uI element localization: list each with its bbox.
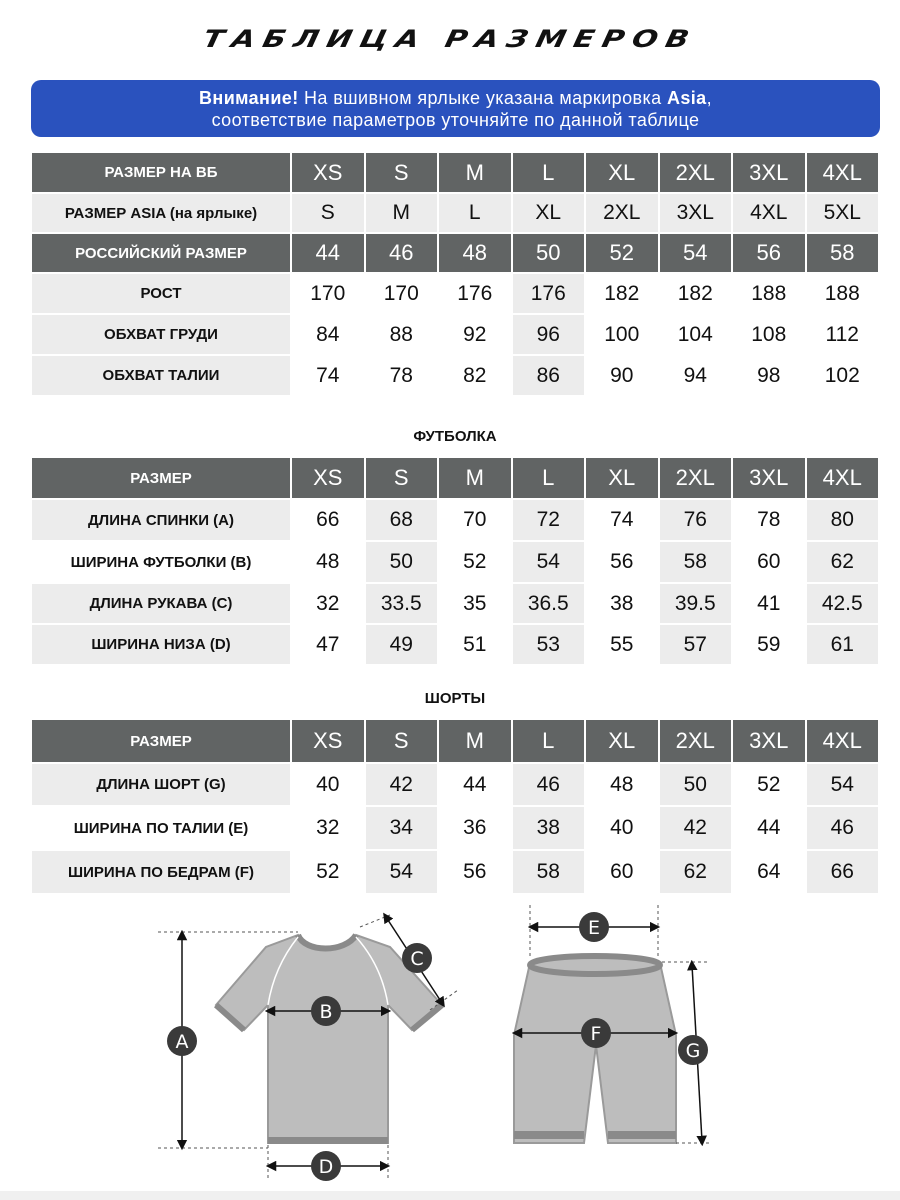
measurement-diagram bbox=[150, 895, 750, 1185]
value-cell: 58 bbox=[807, 234, 879, 272]
table-row bbox=[32, 807, 878, 849]
row-label: ШИРИНА НИЗА (D) bbox=[32, 625, 290, 664]
value-cell: 2XL bbox=[586, 194, 658, 232]
value-cell: 58 bbox=[660, 542, 732, 582]
value-cell: 40 bbox=[292, 764, 364, 805]
value-cell: 59 bbox=[733, 625, 805, 664]
value-cell: 62 bbox=[807, 542, 879, 582]
value-cell: 44 bbox=[439, 764, 511, 805]
footer-strip bbox=[0, 1191, 900, 1200]
size-cell: XS bbox=[292, 720, 364, 762]
size-cell: S bbox=[366, 458, 438, 498]
value-cell: 102 bbox=[807, 356, 879, 395]
value-cell: 50 bbox=[366, 542, 438, 582]
size-cell: M bbox=[439, 720, 511, 762]
value-cell: 188 bbox=[807, 274, 879, 313]
page-title: ТАБЛИЦА РАЗМЕРОВ bbox=[200, 25, 700, 54]
value-cell: 40 bbox=[586, 807, 658, 849]
value-cell: 88 bbox=[366, 315, 438, 354]
value-cell: 32 bbox=[292, 807, 364, 849]
row-label: РАЗМЕР bbox=[32, 458, 290, 498]
notice-line-2: соответствие параметров уточняйте по данной таблице bbox=[211, 110, 700, 130]
value-cell: 54 bbox=[366, 851, 438, 893]
size-cell: L bbox=[513, 720, 585, 762]
value-cell: 100 bbox=[586, 315, 658, 354]
dimension-d bbox=[268, 1145, 388, 1181]
table-row bbox=[32, 458, 878, 498]
size-cell: 3XL bbox=[733, 153, 805, 192]
value-cell: 76 bbox=[660, 500, 732, 540]
value-cell: 48 bbox=[586, 764, 658, 805]
value-cell: 90 bbox=[586, 356, 658, 395]
value-cell: 44 bbox=[292, 234, 364, 272]
value-cell: 56 bbox=[439, 851, 511, 893]
marker-b: B bbox=[319, 1001, 333, 1023]
value-cell: 108 bbox=[733, 315, 805, 354]
value-cell: 33.5 bbox=[366, 584, 438, 623]
row-label: ДЛИНА РУКАВА (C) bbox=[32, 584, 290, 623]
size-cell: 3XL bbox=[733, 720, 805, 762]
value-cell: 34 bbox=[366, 807, 438, 849]
value-cell: 32 bbox=[292, 584, 364, 623]
value-cell: 52 bbox=[292, 851, 364, 893]
value-cell: 80 bbox=[807, 500, 879, 540]
table-row bbox=[32, 194, 878, 232]
row-label: РОССИЙСКИЙ РАЗМЕР bbox=[32, 234, 290, 272]
size-cell: 4XL bbox=[807, 458, 879, 498]
value-cell: M bbox=[366, 194, 438, 232]
value-cell: 96 bbox=[513, 315, 585, 354]
value-cell: 78 bbox=[733, 500, 805, 540]
row-label: ШИРИНА ФУТБОЛКИ (B) bbox=[32, 542, 290, 582]
value-cell: 38 bbox=[513, 807, 585, 849]
marker-f: F bbox=[590, 1023, 602, 1045]
value-cell: 72 bbox=[513, 500, 585, 540]
value-cell: 35 bbox=[439, 584, 511, 623]
table-row bbox=[32, 584, 878, 623]
size-cell: XL bbox=[586, 720, 658, 762]
table-row bbox=[32, 274, 878, 313]
value-cell: 4XL bbox=[733, 194, 805, 232]
size-cell: S bbox=[366, 720, 438, 762]
table-row bbox=[32, 764, 878, 805]
table-row bbox=[32, 153, 878, 192]
marker-a: A bbox=[175, 1031, 189, 1053]
value-cell: 44 bbox=[733, 807, 805, 849]
size-table-tshirt bbox=[30, 456, 880, 666]
row-label: ШИРИНА ПО БЕДРАМ (F) bbox=[32, 851, 290, 893]
size-cell: 4XL bbox=[807, 720, 879, 762]
value-cell: 170 bbox=[292, 274, 364, 313]
table-row bbox=[32, 356, 878, 395]
value-cell: 68 bbox=[366, 500, 438, 540]
row-label: ДЛИНА СПИНКИ (A) bbox=[32, 500, 290, 540]
size-cell: S bbox=[366, 153, 438, 192]
size-cell: XS bbox=[292, 153, 364, 192]
table-row bbox=[32, 720, 878, 762]
value-cell: 170 bbox=[366, 274, 438, 313]
value-cell: 39.5 bbox=[660, 584, 732, 623]
value-cell: S bbox=[292, 194, 364, 232]
value-cell: 42 bbox=[366, 764, 438, 805]
value-cell: 46 bbox=[807, 807, 879, 849]
size-cell: XL bbox=[586, 458, 658, 498]
row-label: РАЗМЕР bbox=[32, 720, 290, 762]
value-cell: 98 bbox=[733, 356, 805, 395]
value-cell: 53 bbox=[513, 625, 585, 664]
marker-e: E bbox=[587, 917, 601, 939]
value-cell: 58 bbox=[513, 851, 585, 893]
size-cell: 2XL bbox=[660, 153, 732, 192]
value-cell: 41 bbox=[733, 584, 805, 623]
value-cell: 52 bbox=[733, 764, 805, 805]
value-cell: 104 bbox=[660, 315, 732, 354]
value-cell: 82 bbox=[439, 356, 511, 395]
value-cell: 55 bbox=[586, 625, 658, 664]
attention-banner bbox=[31, 80, 880, 137]
value-cell: XL bbox=[513, 194, 585, 232]
size-cell: M bbox=[439, 153, 511, 192]
value-cell: 5XL bbox=[807, 194, 879, 232]
shorts-icon bbox=[514, 956, 676, 1143]
value-cell: 62 bbox=[660, 851, 732, 893]
row-label: ОБХВАТ ТАЛИИ bbox=[32, 356, 290, 395]
size-cell: 2XL bbox=[660, 720, 732, 762]
value-cell: 49 bbox=[366, 625, 438, 664]
value-cell: 74 bbox=[586, 500, 658, 540]
value-cell: 66 bbox=[807, 851, 879, 893]
value-cell: 86 bbox=[513, 356, 585, 395]
row-label: РАЗМЕР НА ВБ bbox=[32, 153, 290, 192]
row-label: РОСТ bbox=[32, 274, 290, 313]
value-cell: 112 bbox=[807, 315, 879, 354]
value-cell: 188 bbox=[733, 274, 805, 313]
value-cell: 47 bbox=[292, 625, 364, 664]
value-cell: 38 bbox=[586, 584, 658, 623]
value-cell: 78 bbox=[366, 356, 438, 395]
value-cell: 182 bbox=[586, 274, 658, 313]
value-cell: 54 bbox=[660, 234, 732, 272]
value-cell: 176 bbox=[513, 274, 585, 313]
size-cell: XS bbox=[292, 458, 364, 498]
value-cell: 56 bbox=[586, 542, 658, 582]
value-cell: 66 bbox=[292, 500, 364, 540]
size-cell: L bbox=[513, 153, 585, 192]
size-cell: XL bbox=[586, 153, 658, 192]
value-cell: 60 bbox=[586, 851, 658, 893]
value-cell: 3XL bbox=[660, 194, 732, 232]
value-cell: 60 bbox=[733, 542, 805, 582]
value-cell: 70 bbox=[439, 500, 511, 540]
value-cell: 52 bbox=[586, 234, 658, 272]
size-table-shorts bbox=[30, 718, 880, 895]
size-cell: 2XL bbox=[660, 458, 732, 498]
value-cell: 54 bbox=[807, 764, 879, 805]
value-cell: 36 bbox=[439, 807, 511, 849]
size-cell: 4XL bbox=[807, 153, 879, 192]
row-label: РАЗМЕР ASIA (на ярлыке) bbox=[32, 194, 290, 232]
value-cell: 48 bbox=[439, 234, 511, 272]
value-cell: 94 bbox=[660, 356, 732, 395]
value-cell: 92 bbox=[439, 315, 511, 354]
value-cell: 74 bbox=[292, 356, 364, 395]
notice-line-1: Внимание! На вшивном ярлыке указана маркировка Asia, bbox=[199, 88, 712, 108]
section-title-shorts: ШОРТЫ bbox=[424, 690, 486, 707]
value-cell: 56 bbox=[733, 234, 805, 272]
value-cell: 51 bbox=[439, 625, 511, 664]
value-cell: 182 bbox=[660, 274, 732, 313]
row-label: ОБХВАТ ГРУДИ bbox=[32, 315, 290, 354]
row-label: ДЛИНА ШОРТ (G) bbox=[32, 764, 290, 805]
value-cell: 50 bbox=[513, 234, 585, 272]
value-cell: 52 bbox=[439, 542, 511, 582]
value-cell: 61 bbox=[807, 625, 879, 664]
section-title-tshirt: ФУТБОЛКА bbox=[413, 428, 497, 445]
size-cell: M bbox=[439, 458, 511, 498]
value-cell: 57 bbox=[660, 625, 732, 664]
value-cell: 84 bbox=[292, 315, 364, 354]
value-cell: 42.5 bbox=[807, 584, 879, 623]
table-row bbox=[32, 234, 878, 272]
value-cell: 42 bbox=[660, 807, 732, 849]
dimension-e bbox=[530, 905, 658, 957]
size-table-general bbox=[30, 151, 880, 397]
table-row bbox=[32, 500, 878, 540]
value-cell: 36.5 bbox=[513, 584, 585, 623]
value-cell: 54 bbox=[513, 542, 585, 582]
table-row bbox=[32, 315, 878, 354]
row-label: ШИРИНА ПО ТАЛИИ (E) bbox=[32, 807, 290, 849]
size-cell: L bbox=[513, 458, 585, 498]
marker-d: D bbox=[318, 1156, 334, 1178]
value-cell: 48 bbox=[292, 542, 364, 582]
size-cell: 3XL bbox=[733, 458, 805, 498]
value-cell: 176 bbox=[439, 274, 511, 313]
value-cell: 64 bbox=[733, 851, 805, 893]
table-row bbox=[32, 542, 878, 582]
value-cell: L bbox=[439, 194, 511, 232]
value-cell: 50 bbox=[660, 764, 732, 805]
marker-c: C bbox=[410, 948, 424, 970]
value-cell: 46 bbox=[366, 234, 438, 272]
value-cell: 46 bbox=[513, 764, 585, 805]
table-row bbox=[32, 625, 878, 664]
table-row bbox=[32, 851, 878, 893]
marker-g: G bbox=[685, 1040, 701, 1062]
